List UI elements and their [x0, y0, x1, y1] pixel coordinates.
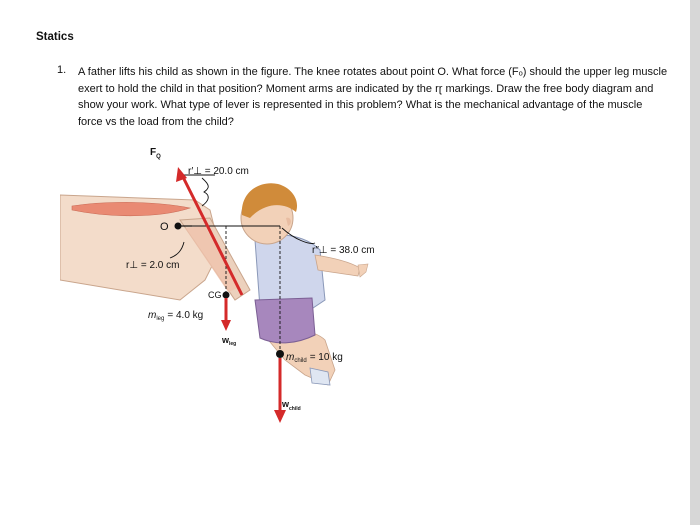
- pivot-o-point: [175, 223, 182, 230]
- m-child-main: m: [286, 352, 295, 363]
- w-child-main: w: [282, 399, 290, 409]
- m-child-value: = 10 kg: [309, 352, 343, 363]
- w-leg-arrowhead: [221, 320, 231, 331]
- lever-figure: [60, 140, 400, 430]
- force-label-main: F: [150, 147, 157, 158]
- r-label: r⊥ = 2.0 cm: [126, 260, 180, 271]
- child-shorts: [255, 298, 315, 343]
- force-label-sub: Q: [156, 154, 161, 160]
- origin-label: O: [160, 221, 169, 233]
- m-leg-main: m: [148, 310, 157, 321]
- m-leg-value: = 4.0 kg: [167, 310, 204, 321]
- question-text: A father lifts his child as shown in the figure. The knee rotates about point O. What force (Fₒ) should the upper leg muscle exert to hold the child in that position? Moment arms are indicated by the rɽ markings. Draw the free body diagram and show your work. What type of lever is represented in this problem? What is the mechanical advantage of the muscle force vs the load from the child?: [78, 66, 668, 128]
- child-hand: [358, 264, 368, 277]
- w-child-sub: child: [289, 406, 301, 412]
- w-leg-label: [221, 335, 236, 347]
- section-heading: Statics: [36, 31, 74, 43]
- page-edge-bar: [690, 0, 700, 525]
- cg-point: [223, 292, 230, 299]
- cg-label: CG: [208, 290, 222, 300]
- question-number: 1.: [57, 64, 67, 76]
- r-prime-label: r′⊥ = 20.0 cm: [188, 166, 249, 177]
- w-leg-main: w: [222, 335, 230, 345]
- child-mass-point: [276, 350, 284, 358]
- w-leg-sub: leg: [229, 341, 237, 347]
- r-prime-brace: [202, 178, 208, 206]
- m-child-sub: child: [294, 358, 307, 364]
- lever-diagram: [60, 140, 400, 430]
- w-child-arrowhead: [274, 410, 286, 423]
- r-double-prime-label: r″⊥ = 38.0 cm: [312, 245, 375, 256]
- force-fq-label: [150, 147, 161, 160]
- m-leg-sub: leg: [156, 316, 165, 322]
- m-leg-label: [148, 310, 203, 322]
